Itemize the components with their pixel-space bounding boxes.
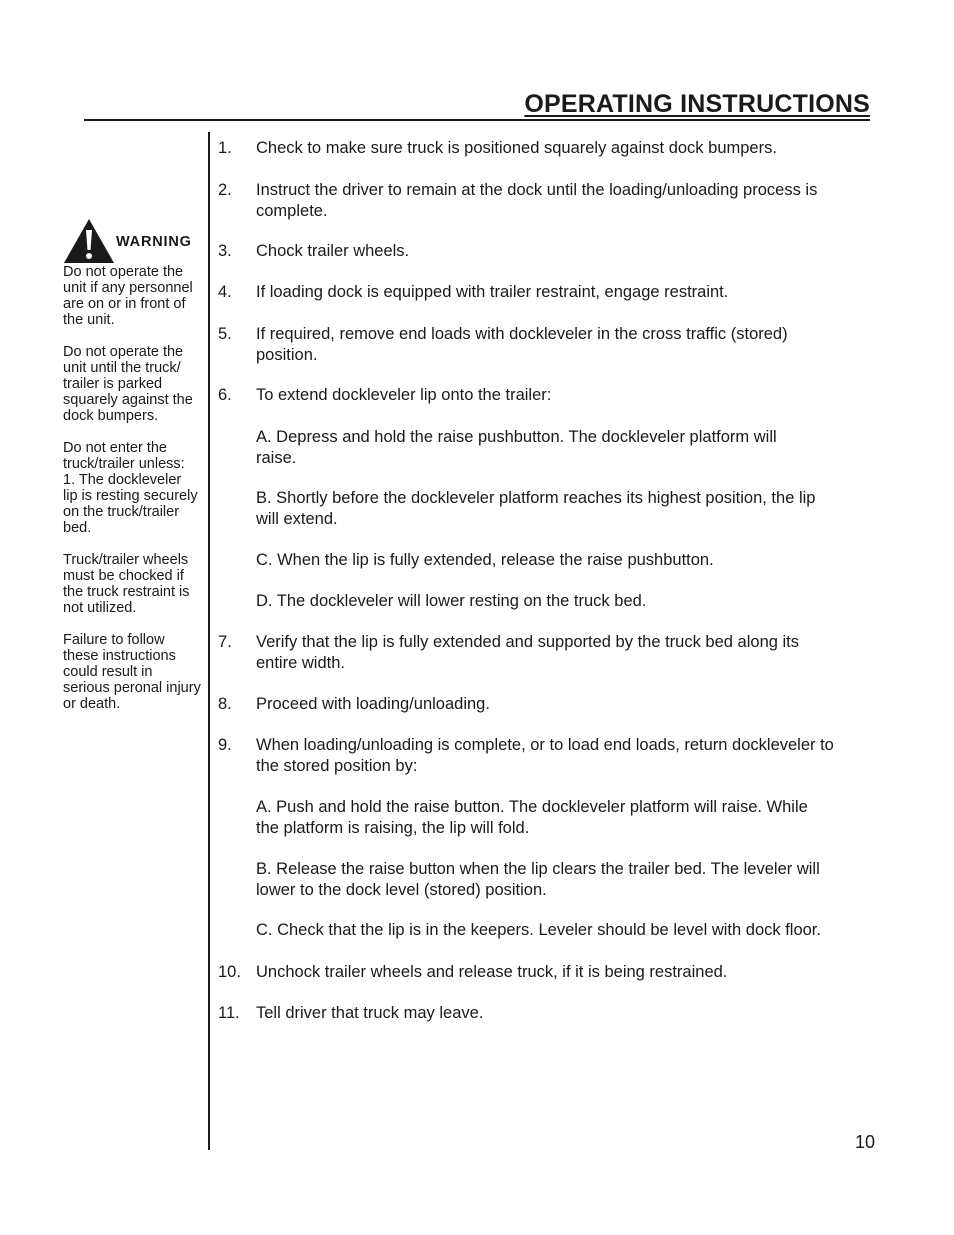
warning-sidebar <box>63 218 209 728</box>
warning-text: Do not operate the unit until the truck/ trailer is parked squarely against the dock bumpers. <box>63 344 193 424</box>
step-number: 7. <box>218 633 232 651</box>
warning-text: Truck/trailer wheels must be chocked if the truck restraint is not utilized. <box>63 552 190 616</box>
step-text: Unchock trailer wheels and release truck, if it is being restrained. <box>256 963 728 981</box>
sub-step-text: A. Push and hold the raise button. The dockleveler platform will raise. While the platform is raising, the lip will fold. <box>256 798 808 837</box>
step-text: Verify that the lip is fully extended and supported by the truck bed along its entire width. <box>256 633 800 672</box>
warning-triangle-icon <box>63 218 115 264</box>
warning-text: Do not operate the unit if any personnel are on or in front of the unit. <box>63 264 193 328</box>
page-number: 10 <box>855 1132 876 1152</box>
sub-step-text: C. When the lip is fully extended, release the raise pushbutton. <box>256 551 714 569</box>
step-text: Instruct the driver to remain at the dock until the loading/unloading process is complete. <box>256 181 818 220</box>
warning-text: Do not enter the truck/trailer unless: 1. The dockleveler lip is resting securely on the truck/trailer bed. <box>63 440 198 536</box>
title-rule <box>84 119 870 121</box>
sub-step-text: C. Check that the lip is in the keepers. Leveler should be level with dock floor. <box>256 921 821 939</box>
step-text: Check to make sure truck is positioned squarely against dock bumpers. <box>256 139 777 157</box>
page-title: OPERATING INSTRUCTIONS <box>524 90 870 118</box>
step-text: To extend dockleveler lip onto the trailer: <box>256 386 552 404</box>
sub-step-text: A. Depress and hold the raise pushbutton. The dockleveler platform will raise. <box>256 428 777 467</box>
step-number: 8. <box>218 695 232 713</box>
step-number: 6. <box>218 386 232 404</box>
step-number: 4. <box>218 283 232 301</box>
sub-step-text: B. Shortly before the dockleveler platform reaches its highest position, the lip will extend. <box>256 489 816 528</box>
step-number: 5. <box>218 325 232 343</box>
step-text: When loading/unloading is complete, or to load end loads, return dockleveler to the stored position by: <box>256 736 834 775</box>
warning-text: Failure to follow these instructions could result in serious peronal injury or death. <box>63 632 201 712</box>
step-number: 2. <box>218 181 232 199</box>
step-number: 9. <box>218 736 232 754</box>
step-text: Chock trailer wheels. <box>256 242 410 260</box>
step-number: 11. <box>218 1004 240 1022</box>
step-text: If required, remove end loads with dockleveler in the cross traffic (stored) position. <box>256 325 788 364</box>
sub-step-text: B. Release the raise button when the lip clears the trailer bed. The leveler will lower to the dock level (stored) position. <box>256 860 820 899</box>
step-number: 1. <box>218 139 232 157</box>
step-text: Tell driver that truck may leave. <box>256 1004 484 1022</box>
step-number: 10. <box>218 963 241 981</box>
warning-header <box>63 218 209 264</box>
step-number: 3. <box>218 242 232 260</box>
step-text: Proceed with loading/unloading. <box>256 695 490 713</box>
warning-label: WARNING <box>116 234 192 250</box>
sub-step-text: D. The dockleveler will lower resting on the truck bed. <box>256 592 647 610</box>
step-text: If loading dock is equipped with trailer restraint, engage restraint. <box>256 283 729 301</box>
